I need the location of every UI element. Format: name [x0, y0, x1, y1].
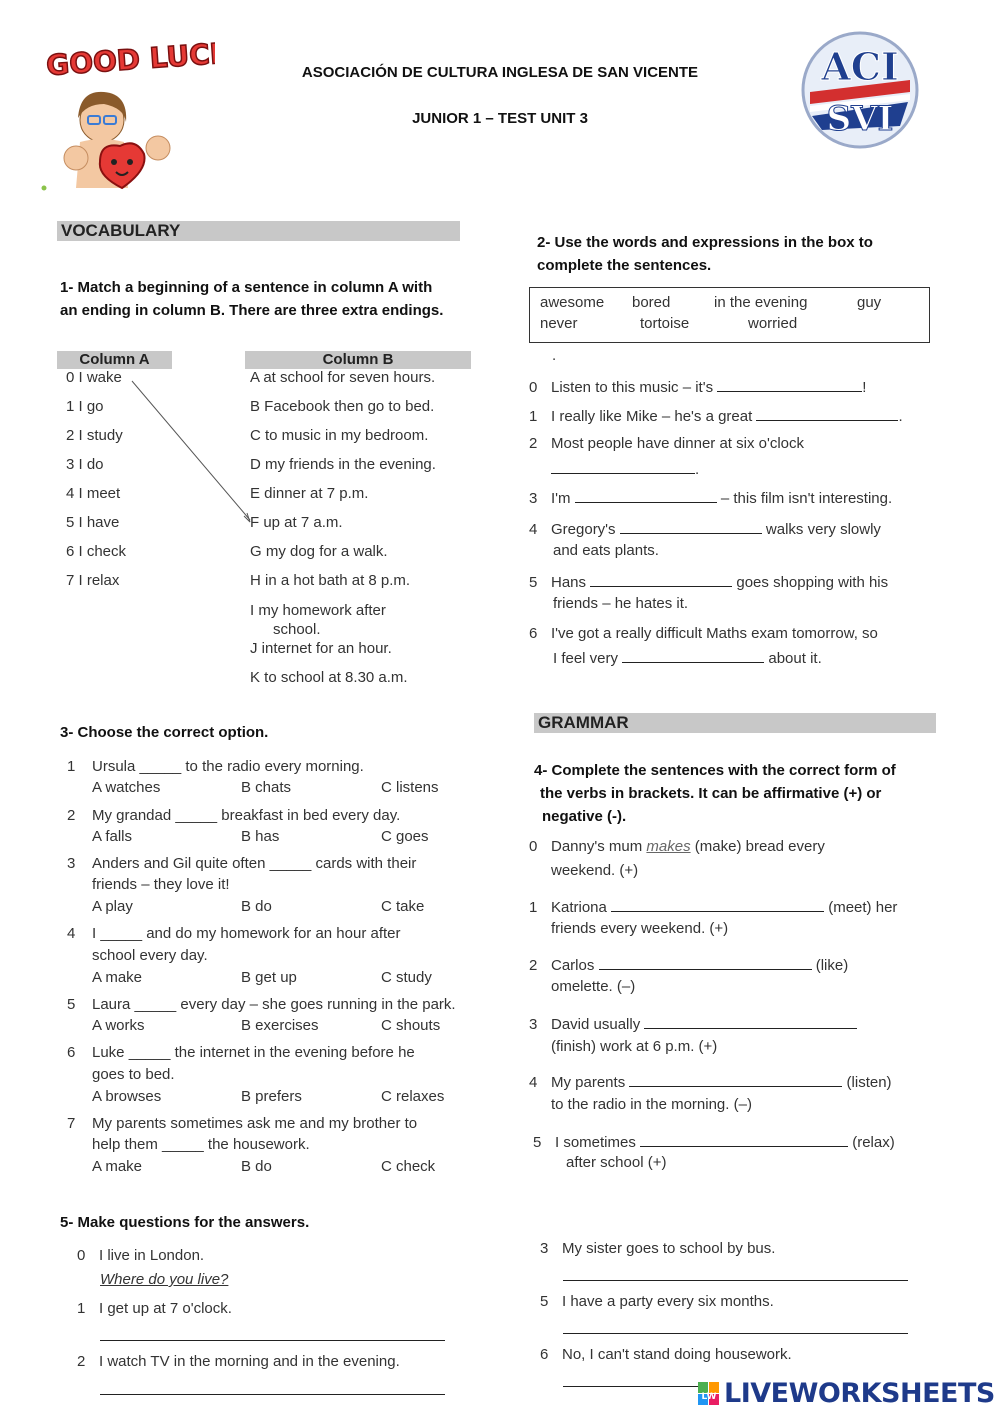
answer-blank[interactable]	[640, 1132, 848, 1147]
ex3-option[interactable]: B chats	[241, 779, 292, 796]
column-a-item[interactable]: 6 I check	[66, 543, 127, 560]
word-box	[529, 287, 930, 343]
ex5-answer: 3 My sister goes to school by bus.	[540, 1240, 776, 1257]
word-box-item: guy	[857, 294, 882, 311]
ex2-item-line2: and eats plants.	[553, 542, 659, 559]
grammar-heading: GRAMMAR	[534, 713, 936, 733]
answer-blank[interactable]	[756, 406, 898, 421]
ex3-option[interactable]: B exercises	[241, 1017, 319, 1034]
answer-blank[interactable]	[590, 572, 732, 587]
ex5-instruction: 5- Make questions for the answers.	[60, 1214, 310, 1231]
ex3-question-line2: friends – they love it!	[92, 876, 230, 893]
ex3-question: 2 My grandad _____ breakfast in bed every day.	[67, 807, 401, 824]
ex2-item: 4 Gregory's walks very slowly	[529, 521, 881, 538]
ex4-item-line2: to the radio in the morning. (–)	[551, 1096, 752, 1113]
ex4-instruction: 4- Complete the sentences with the correct form of the verbs in brackets. It can be affirmative (+) or negative (-).	[534, 762, 896, 825]
ex2-item: 6 I've got a really difficult Maths exam tomorrow, so	[529, 625, 878, 642]
answer-blank[interactable]	[611, 897, 824, 912]
logo-top-text: ACI	[821, 44, 899, 89]
question-line[interactable]	[563, 1333, 908, 1334]
ex2-item: 3 I'm – this film isn't interesting.	[529, 490, 893, 507]
ex5-example-question: Where do you live?	[100, 1271, 229, 1288]
ex4-item: 0 Danny's mum makes (make) bread every	[529, 838, 825, 855]
ex3-option[interactable]: A make	[92, 1158, 143, 1175]
column-b-header: Column B	[245, 351, 471, 369]
column-a-item[interactable]: 2 I study	[66, 427, 123, 444]
ex2-item: 1 I really like Mike – he's a great .	[529, 408, 903, 425]
test-title: JUNIOR 1 – TEST UNIT 3	[412, 110, 588, 127]
word-box-item: in the evening	[714, 294, 808, 311]
word-box-item: never	[540, 315, 578, 332]
question-line[interactable]	[563, 1280, 908, 1281]
good-luck-text: GOOD LUCK	[45, 38, 215, 83]
ex4-item: 1 Katriona (meet) her	[529, 899, 898, 916]
ex3-question: 1 Ursula _____ to the radio every morning.	[67, 758, 364, 775]
ex2-item-line2: friends – he hates it.	[553, 595, 689, 612]
ex3-question: 7 My parents sometimes ask me and my brother to	[67, 1115, 418, 1132]
association-name: ASOCIACIÓN DE CULTURA INGLESA DE SAN VICENTE	[301, 64, 699, 81]
ex3-option[interactable]: C check	[381, 1158, 436, 1175]
ex3-option[interactable]: C goes	[381, 828, 429, 845]
ex3-option[interactable]: C relaxes	[381, 1088, 445, 1105]
ex3-option[interactable]: B do	[241, 1158, 272, 1175]
ex3-question-line2: goes to bed.	[92, 1066, 175, 1083]
answer-blank[interactable]	[551, 459, 695, 474]
svg-text:LW: LW	[701, 1392, 717, 1402]
column-a-item[interactable]: 0 I wake	[66, 369, 122, 386]
answer-blank[interactable]	[575, 488, 717, 503]
column-a-header: Column A	[57, 351, 172, 369]
ex3-question: 3 Anders and Gil quite often _____ cards with their	[67, 855, 417, 872]
answer-blank[interactable]	[629, 1072, 842, 1087]
ex4-item: 3 David usually	[529, 1014, 857, 1033]
answer-blank[interactable]	[620, 519, 762, 534]
ex3-option[interactable]: C listens	[381, 779, 439, 796]
answer-blank[interactable]	[622, 648, 764, 663]
column-b-item[interactable]: H in a hot bath at 8 p.m.	[250, 572, 411, 589]
question-line[interactable]	[563, 1386, 703, 1387]
ex3-option[interactable]: B prefers	[241, 1088, 302, 1105]
liveworksheets-logo[interactable]	[698, 1378, 998, 1410]
column-b-item[interactable]: E dinner at 7 p.m.	[250, 485, 369, 502]
ex2-instruction: 2- Use the words and expressions in the box to complete the sentences.	[537, 234, 873, 274]
ex3-question-line2: school every day.	[92, 947, 208, 964]
ex4-item-line2: after school (+)	[566, 1154, 667, 1171]
example-answer: makes	[646, 838, 691, 855]
liveworksheets-wordmark: LIVEWORKSHEETS	[724, 1378, 995, 1409]
column-b-item-continued: school.	[273, 621, 321, 638]
ex5-answer: 5 I have a party every six months.	[540, 1293, 774, 1310]
ex3-option[interactable]: A watches	[92, 779, 161, 796]
ex3-option[interactable]: C study	[381, 969, 432, 986]
answer-blank[interactable]	[599, 955, 812, 970]
ex5-answer: 1 I get up at 7 o'clock.	[77, 1300, 232, 1317]
vocabulary-heading: VOCABULARY	[57, 221, 460, 241]
ex4-item: 5 I sometimes (relax)	[533, 1134, 895, 1151]
ex2-item-line2: .	[551, 459, 699, 478]
ex4-item-line2: friends every weekend. (+)	[551, 920, 729, 937]
ex3-option[interactable]: B has	[241, 828, 280, 845]
column-a-item[interactable]: 7 I relax	[66, 572, 120, 589]
ex3-question: 5 Laura _____ every day – she goes running in the park.	[67, 996, 456, 1013]
column-b-item[interactable]: A at school for seven hours.	[250, 369, 436, 386]
lw-badge-icon	[698, 1382, 720, 1406]
ex4-item-line2: omelette. (–)	[551, 978, 636, 995]
ex2-item: 2 Most people have dinner at six o'clock	[529, 435, 805, 452]
logo-bottom-text: SVI	[826, 99, 894, 139]
column-b-item[interactable]: B Facebook then go to bed.	[250, 398, 435, 415]
ex3-option[interactable]: A play	[92, 898, 133, 915]
ex4-item-line2: (finish) work at 6 p.m. (+)	[551, 1038, 718, 1055]
word-box-item: awesome	[540, 294, 605, 311]
answer-blank[interactable]	[644, 1014, 857, 1029]
ex4-item-line2: weekend. (+)	[551, 862, 639, 879]
ex2-item: 5 Hans goes shopping with his	[529, 574, 889, 591]
word-box-item: worried	[748, 315, 798, 332]
question-line[interactable]	[100, 1394, 445, 1395]
word-box-item: tortoise	[640, 315, 690, 332]
word-box-item: bored	[632, 294, 671, 311]
ex5-answer: 2 I watch TV in the morning and in the evening.	[77, 1353, 400, 1370]
column-b-item[interactable]: I my homework after	[250, 602, 386, 619]
ex5-answer: 6 No, I can't stand doing housework.	[540, 1346, 792, 1363]
ex2-item-line2: I feel very about it.	[553, 650, 822, 667]
ex3-option[interactable]: C shouts	[381, 1017, 441, 1034]
question-line[interactable]	[100, 1340, 445, 1341]
column-b-item[interactable]: F up at 7 a.m.	[250, 514, 343, 531]
column-b-item[interactable]: J internet for an hour.	[250, 640, 392, 657]
column-a-item[interactable]: 1 I go	[66, 398, 104, 415]
column-a-item[interactable]: 5 I have	[66, 514, 120, 531]
column-a-item[interactable]: 4 I meet	[66, 485, 121, 502]
ex3-option[interactable]: B get up	[241, 969, 297, 986]
ex5-answer: 0 I live in London.	[77, 1247, 205, 1264]
ex3-option[interactable]: B do	[241, 898, 272, 915]
ex3-option[interactable]: A works	[92, 1017, 145, 1034]
ex3-question: 6 Luke _____ the internet in the evening before he	[67, 1044, 415, 1061]
column-a-item[interactable]: 3 I do	[66, 456, 104, 473]
answer-blank[interactable]	[717, 377, 862, 392]
column-b-item[interactable]: K to school at 8.30 a.m.	[250, 669, 408, 686]
ex3-option[interactable]: A falls	[92, 828, 133, 845]
column-b-item[interactable]: C to music in my bedroom.	[250, 427, 429, 444]
ex3-option[interactable]: A make	[92, 969, 143, 986]
column-b-item[interactable]: G my dog for a walk.	[250, 543, 388, 560]
ex4-item: 4 My parents (listen)	[529, 1074, 892, 1091]
ex3-question: 4 I _____ and do my homework for an hour after	[67, 925, 401, 942]
ex4-item: 2 Carlos (like)	[529, 957, 849, 974]
ex3-option[interactable]: C take	[381, 898, 425, 915]
ex3-question-line2: help them _____ the housework.	[92, 1136, 310, 1153]
ex3-option[interactable]: A browses	[92, 1088, 162, 1105]
ex2-item: 0 Listen to this music – it's !	[529, 379, 867, 396]
ex3-instruction: 3- Choose the correct option.	[60, 724, 269, 741]
ex1-instruction: 1- Match a beginning of a sentence in column A with an ending in column B. There are three extra endings.	[60, 279, 444, 319]
stray-dot: .	[552, 347, 557, 364]
column-b-item[interactable]: D my friends in the evening.	[250, 456, 436, 473]
